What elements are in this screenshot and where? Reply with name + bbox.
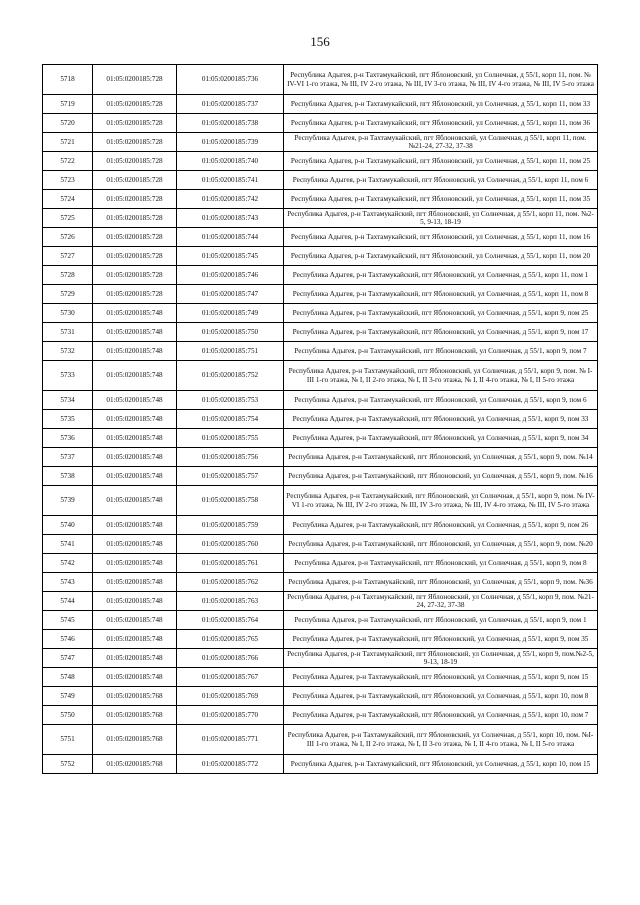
row-number-cell: 5750 (43, 706, 93, 725)
address-cell: Республика Адыгея, р-н Тахтамукайский, пгт Яблоновский, ул Солнечная, д 55/1, корп 9, пом 17 (284, 323, 598, 342)
row-number-cell: 5722 (43, 152, 93, 171)
address-cell: Республика Адыгея, р-н Тахтамукайский, пгт Яблоновский, ул Солнечная, д 55/1, корп 9, пом. №20 (284, 535, 598, 554)
cadastral-number-cell: 01:05:0200185:759 (177, 516, 284, 535)
cadastral-number-cell: 01:05:0200185:750 (177, 323, 284, 342)
parent-cadastral-number-cell: 01:05:0200185:748 (93, 516, 177, 535)
table-row (43, 114, 598, 133)
address-cell: Республика Адыгея, р-н Тахтамукайский, пгт Яблоновский, ул Солнечная, д 55/1, корп 9, пом 34 (284, 429, 598, 448)
address-cell: Республика Адыгея, р-н Тахтамукайский, пгт Яблоновский, ул Солнечная, д 55/1, корп 11, пом 1 (284, 266, 598, 285)
address-cell: Республика Адыгея, р-н Тахтамукайский, пгт Яблоновский, ул Солнечная, д 55/1, корп 9, пом 33 (284, 410, 598, 429)
cadastral-number-cell: 01:05:0200185:761 (177, 554, 284, 573)
address-cell: Республика Адыгея, р-н Тахтамукайский, пгт Яблоновский, ул Солнечная, д 55/1, корп 9, пом 15 (284, 668, 598, 687)
address-cell: Республика Адыгея, р-н Тахтамукайский, пгт Яблоновский, ул Солнечная, д 55/1, корп 11, пом 36 (284, 114, 598, 133)
address-cell: Республика Адыгея, р-н Тахтамукайский, пгт Яблоновский, ул Солнечная, д 55/1, корп 11, пом 8 (284, 285, 598, 304)
parent-cadastral-number-cell: 01:05:0200185:748 (93, 486, 177, 516)
address-cell: Республика Адыгея, р-н Тахтамукайский, пгт Яблоновский, ул Солнечная, д 55/1, корп 9, пом. №36 (284, 573, 598, 592)
row-number-cell: 5742 (43, 554, 93, 573)
address-cell: Республика Адыгея, р-н Тахтамукайский, пгт Яблоновский, ул Солнечная, д 55/1, корп 9, пом 25 (284, 304, 598, 323)
registry-table (42, 64, 598, 774)
table-row (43, 171, 598, 190)
cadastral-number-cell: 01:05:0200185:751 (177, 342, 284, 361)
table-row (43, 687, 598, 706)
cadastral-number-cell: 01:05:0200185:762 (177, 573, 284, 592)
parent-cadastral-number-cell: 01:05:0200185:748 (93, 304, 177, 323)
cadastral-number-cell: 01:05:0200185:755 (177, 429, 284, 448)
cadastral-number-cell: 01:05:0200185:770 (177, 706, 284, 725)
address-cell: Республика Адыгея, р-н Тахтамукайский, пгт Яблоновский, ул Солнечная, д 55/1, корп 11, пом 6 (284, 171, 598, 190)
row-number-cell: 5724 (43, 190, 93, 209)
row-number-cell: 5751 (43, 725, 93, 755)
row-number-cell: 5745 (43, 611, 93, 630)
address-cell: Республика Адыгея, р-н Тахтамукайский, пгт Яблоновский, ул Солнечная, д 55/1, корп 9, пом. № IV-VI 1-го этажа, № III, IV 2-го этажа, № III, IV 3-го этажа, № III, IV 4-го этажа, № III, IV 5-го этажа (284, 486, 598, 516)
table-row (43, 725, 598, 755)
table-row (43, 467, 598, 486)
cadastral-number-cell: 01:05:0200185:742 (177, 190, 284, 209)
parent-cadastral-number-cell: 01:05:0200185:768 (93, 706, 177, 725)
row-number-cell: 5744 (43, 592, 93, 611)
cadastral-number-cell: 01:05:0200185:760 (177, 535, 284, 554)
parent-cadastral-number-cell: 01:05:0200185:748 (93, 535, 177, 554)
parent-cadastral-number-cell: 01:05:0200185:748 (93, 429, 177, 448)
table-row (43, 630, 598, 649)
address-cell: Республика Адыгея, р-н Тахтамукайский, пгт Яблоновский, ул Солнечная, д 55/1, корп 10, пом 7 (284, 706, 598, 725)
table-row (43, 65, 598, 95)
cadastral-number-cell: 01:05:0200185:772 (177, 755, 284, 774)
parent-cadastral-number-cell: 01:05:0200185:728 (93, 209, 177, 228)
cadastral-number-cell: 01:05:0200185:754 (177, 410, 284, 429)
table-row (43, 323, 598, 342)
table-row (43, 285, 598, 304)
parent-cadastral-number-cell: 01:05:0200185:728 (93, 95, 177, 114)
parent-cadastral-number-cell: 01:05:0200185:748 (93, 554, 177, 573)
address-cell: Республика Адыгея, р-н Тахтамукайский, пгт Яблоновский, ул Солнечная, д 55/1, корп 11, пом 25 (284, 152, 598, 171)
cadastral-number-cell: 01:05:0200185:764 (177, 611, 284, 630)
row-number-cell: 5747 (43, 649, 93, 668)
cadastral-number-cell: 01:05:0200185:758 (177, 486, 284, 516)
address-cell: Республика Адыгея, р-н Тахтамукайский, пгт Яблоновский, ул Солнечная, д 55/1, корп 10, пом 8 (284, 687, 598, 706)
row-number-cell: 5741 (43, 535, 93, 554)
address-cell: Республика Адыгея, р-н Тахтамукайский, пгт Яблоновский, ул Солнечная, д 55/1, корп 11, пом. № IV-VI 1-го этажа, № III, IV 2-го этажа, № III, IV 3-го этажа, № III, IV 4-го этажа, № III, IV 5-го этажа (284, 65, 598, 95)
address-cell: Республика Адыгея, р-н Тахтамукайский, пгт Яблоновский, ул Солнечная, д 55/1, корп 9, пом 26 (284, 516, 598, 535)
cadastral-number-cell: 01:05:0200185:743 (177, 209, 284, 228)
parent-cadastral-number-cell: 01:05:0200185:728 (93, 247, 177, 266)
parent-cadastral-number-cell: 01:05:0200185:748 (93, 611, 177, 630)
parent-cadastral-number-cell: 01:05:0200185:748 (93, 361, 177, 391)
table-row (43, 228, 598, 247)
cadastral-number-cell: 01:05:0200185:753 (177, 391, 284, 410)
address-cell: Республика Адыгея, р-н Тахтамукайский, пгт Яблоновский, ул Солнечная, д 55/1, корп 9, пом 1 (284, 611, 598, 630)
cadastral-number-cell: 01:05:0200185:766 (177, 649, 284, 668)
address-cell: Республика Адыгея, р-н Тахтамукайский, пгт Яблоновский, ул Солнечная, д 55/1, корп 11, пом 33 (284, 95, 598, 114)
address-cell: Республика Адыгея, р-н Тахтамукайский, пгт Яблоновский, ул Солнечная, д 55/1, корп 9, пом. №16 (284, 467, 598, 486)
table-row (43, 535, 598, 554)
parent-cadastral-number-cell: 01:05:0200185:748 (93, 448, 177, 467)
parent-cadastral-number-cell: 01:05:0200185:728 (93, 285, 177, 304)
table-row (43, 342, 598, 361)
cadastral-number-cell: 01:05:0200185:767 (177, 668, 284, 687)
row-number-cell: 5748 (43, 668, 93, 687)
parent-cadastral-number-cell: 01:05:0200185:728 (93, 266, 177, 285)
cadastral-number-cell: 01:05:0200185:769 (177, 687, 284, 706)
parent-cadastral-number-cell: 01:05:0200185:728 (93, 133, 177, 152)
table-row (43, 448, 598, 467)
cadastral-number-cell: 01:05:0200185:744 (177, 228, 284, 247)
cadastral-number-cell: 01:05:0200185:746 (177, 266, 284, 285)
row-number-cell: 5732 (43, 342, 93, 361)
address-cell: Республика Адыгея, р-н Тахтамукайский, пгт Яблоновский, ул Солнечная, д 55/1, корп 9, пом.№2-5, 9-13, 18-19 (284, 649, 598, 668)
cadastral-number-cell: 01:05:0200185:763 (177, 592, 284, 611)
table-row (43, 755, 598, 774)
cadastral-number-cell: 01:05:0200185:741 (177, 171, 284, 190)
row-number-cell: 5736 (43, 429, 93, 448)
parent-cadastral-number-cell: 01:05:0200185:728 (93, 171, 177, 190)
cadastral-number-cell: 01:05:0200185:737 (177, 95, 284, 114)
parent-cadastral-number-cell: 01:05:0200185:728 (93, 190, 177, 209)
address-cell: Республика Адыгея, р-н Тахтамукайский, пгт Яблоновский, ул Солнечная, д 55/1, корп 9, пом 6 (284, 391, 598, 410)
page-number: 156 (310, 34, 330, 49)
row-number-cell: 5740 (43, 516, 93, 535)
address-cell: Республика Адыгея, р-н Тахтамукайский, пгт Яблоновский, ул Солнечная, д 55/1, корп 10, пом. №I-III 1-го этажа, № I, II 2-го этажа, № I, II 3-го этажа, № I, II 4-го этажа, № I, II 5-го этажа (284, 725, 598, 755)
row-number-cell: 5729 (43, 285, 93, 304)
row-number-cell: 5735 (43, 410, 93, 429)
row-number-cell: 5727 (43, 247, 93, 266)
parent-cadastral-number-cell: 01:05:0200185:728 (93, 152, 177, 171)
cadastral-number-cell: 01:05:0200185:747 (177, 285, 284, 304)
cadastral-number-cell: 01:05:0200185:752 (177, 361, 284, 391)
address-cell: Республика Адыгея, р-н Тахтамукайский, пгт Яблоновский, ул Солнечная, д 55/1, корп 11, пом 35 (284, 190, 598, 209)
cadastral-number-cell: 01:05:0200185:740 (177, 152, 284, 171)
table-row (43, 706, 598, 725)
address-cell: Республика Адыгея, р-н Тахтамукайский, пгт Яблоновский, ул Солнечная, д 55/1, корп 9, пом. №21-24, 27-32, 37-38 (284, 592, 598, 611)
cadastral-number-cell: 01:05:0200185:757 (177, 467, 284, 486)
table-row (43, 573, 598, 592)
table-row (43, 410, 598, 429)
table-row (43, 152, 598, 171)
address-cell: Республика Адыгея, р-н Тахтамукайский, пгт Яблоновский, ул Солнечная, д 55/1, корп 10, пом 15 (284, 755, 598, 774)
table-row (43, 391, 598, 410)
address-cell: Республика Адыгея, р-н Тахтамукайский, пгт Яблоновский, ул Солнечная, д 55/1, корп 9, пом 7 (284, 342, 598, 361)
parent-cadastral-number-cell: 01:05:0200185:728 (93, 228, 177, 247)
parent-cadastral-number-cell: 01:05:0200185:748 (93, 342, 177, 361)
cadastral-number-cell: 01:05:0200185:745 (177, 247, 284, 266)
parent-cadastral-number-cell: 01:05:0200185:748 (93, 410, 177, 429)
parent-cadastral-number-cell: 01:05:0200185:748 (93, 391, 177, 410)
address-cell: Республика Адыгея, р-н Тахтамукайский, пгт Яблоновский, ул Солнечная, д 55/1, корп 11, пом. №21-24, 27-32, 37-38 (284, 133, 598, 152)
row-number-cell: 5733 (43, 361, 93, 391)
row-number-cell: 5737 (43, 448, 93, 467)
parent-cadastral-number-cell: 01:05:0200185:748 (93, 668, 177, 687)
parent-cadastral-number-cell: 01:05:0200185:728 (93, 65, 177, 95)
table-row (43, 649, 598, 668)
row-number-cell: 5728 (43, 266, 93, 285)
address-cell: Республика Адыгея, р-н Тахтамукайский, пгт Яблоновский, ул Солнечная, д 55/1, корп 9, пом 35 (284, 630, 598, 649)
cadastral-number-cell: 01:05:0200185:738 (177, 114, 284, 133)
row-number-cell: 5719 (43, 95, 93, 114)
table-row (43, 95, 598, 114)
parent-cadastral-number-cell: 01:05:0200185:748 (93, 573, 177, 592)
table-row (43, 668, 598, 687)
table-row (43, 516, 598, 535)
table-row (43, 209, 598, 228)
address-cell: Республика Адыгея, р-н Тахтамукайский, пгт Яблоновский, ул Солнечная, д 55/1, корп 11, пом 16 (284, 228, 598, 247)
row-number-cell: 5746 (43, 630, 93, 649)
row-number-cell: 5743 (43, 573, 93, 592)
table-row (43, 247, 598, 266)
cadastral-number-cell: 01:05:0200185:749 (177, 304, 284, 323)
parent-cadastral-number-cell: 01:05:0200185:748 (93, 592, 177, 611)
parent-cadastral-number-cell: 01:05:0200185:768 (93, 687, 177, 706)
parent-cadastral-number-cell: 01:05:0200185:728 (93, 114, 177, 133)
address-cell: Республика Адыгея, р-н Тахтамукайский, пгт Яблоновский, ул Солнечная, д 55/1, корп 9, пом 8 (284, 554, 598, 573)
row-number-cell: 5723 (43, 171, 93, 190)
row-number-cell: 5731 (43, 323, 93, 342)
table-row (43, 361, 598, 391)
cadastral-number-cell: 01:05:0200185:765 (177, 630, 284, 649)
table-row (43, 486, 598, 516)
row-number-cell: 5739 (43, 486, 93, 516)
row-number-cell: 5726 (43, 228, 93, 247)
table-row (43, 190, 598, 209)
address-cell: Республика Адыгея, р-н Тахтамукайский, пгт Яблоновский, ул Солнечная, д 55/1, корп 11, пом 20 (284, 247, 598, 266)
table-row (43, 304, 598, 323)
parent-cadastral-number-cell: 01:05:0200185:748 (93, 467, 177, 486)
row-number-cell: 5725 (43, 209, 93, 228)
parent-cadastral-number-cell: 01:05:0200185:768 (93, 755, 177, 774)
table-row (43, 133, 598, 152)
table-row (43, 266, 598, 285)
cadastral-number-cell: 01:05:0200185:736 (177, 65, 284, 95)
row-number-cell: 5721 (43, 133, 93, 152)
parent-cadastral-number-cell: 01:05:0200185:748 (93, 630, 177, 649)
registry-table-body (43, 65, 598, 774)
cadastral-number-cell: 01:05:0200185:756 (177, 448, 284, 467)
row-number-cell: 5738 (43, 467, 93, 486)
row-number-cell: 5752 (43, 755, 93, 774)
table-row (43, 554, 598, 573)
row-number-cell: 5718 (43, 65, 93, 95)
cadastral-number-cell: 01:05:0200185:771 (177, 725, 284, 755)
address-cell: Республика Адыгея, р-н Тахтамукайский, пгт Яблоновский, ул Солнечная, д 55/1, корп 9, пом. № I-III 1-го этажа, № I, II 2-го этажа, № I, II 3-го этажа, № I, II 4-го этажа, № I, II 5-го этажа (284, 361, 598, 391)
table-row (43, 592, 598, 611)
row-number-cell: 5749 (43, 687, 93, 706)
row-number-cell: 5720 (43, 114, 93, 133)
address-cell: Республика Адыгея, р-н Тахтамукайский, пгт Яблоновский, ул Солнечная, д 55/1, корп 11, пом. №2-5, 9-13, 18-19 (284, 209, 598, 228)
row-number-cell: 5734 (43, 391, 93, 410)
table-row (43, 611, 598, 630)
cadastral-number-cell: 01:05:0200185:739 (177, 133, 284, 152)
address-cell: Республика Адыгея, р-н Тахтамукайский, пгт Яблоновский, ул Солнечная, д 55/1, корп 9, пом. №14 (284, 448, 598, 467)
parent-cadastral-number-cell: 01:05:0200185:748 (93, 649, 177, 668)
parent-cadastral-number-cell: 01:05:0200185:748 (93, 323, 177, 342)
parent-cadastral-number-cell: 01:05:0200185:768 (93, 725, 177, 755)
row-number-cell: 5730 (43, 304, 93, 323)
table-row (43, 429, 598, 448)
